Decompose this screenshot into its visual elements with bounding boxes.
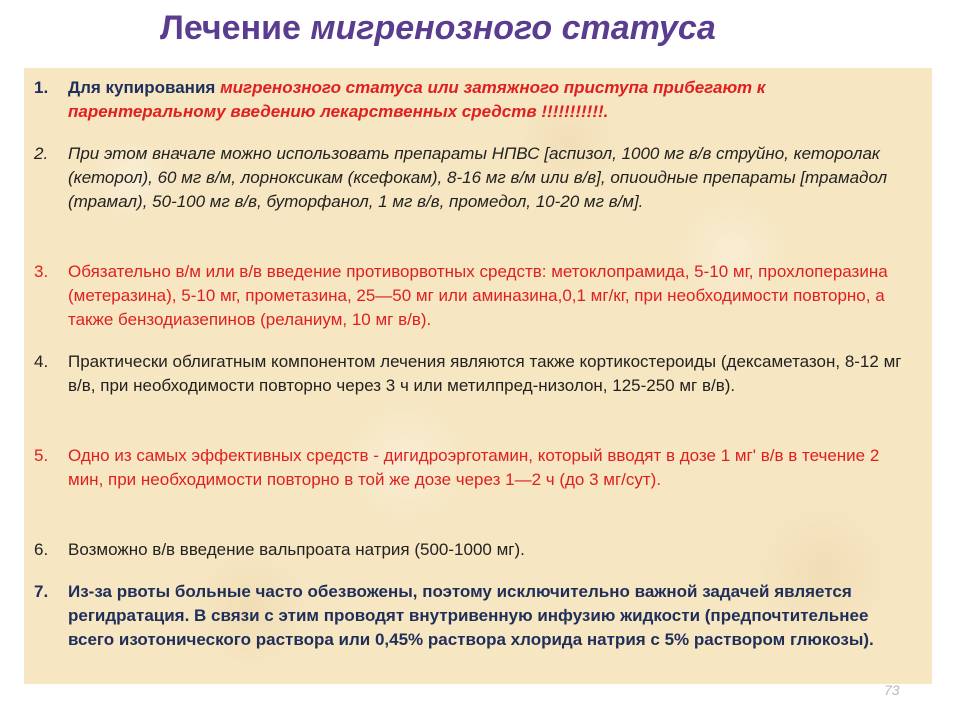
list-item-text: При этом вначале можно использовать препараты НПВС [аспизол, 1000 мг в/в струйно, кеторолак (кеторол), 60 мг в/м, лорноксикам (ксефокам), 8-16 мг в/м или в/в], опиоидные препараты [трамадол (трамал), 50-100 мг в/в, буторфанол, 1 мг в/в, промедол, 10-20 мг в/м].: [68, 144, 888, 211]
list-item-text: Обязательно в/м или в/в введение противорвотных средств: метоклопрамида, 5-10 мг, прохлоперазина (метеразина), 5-10 мг, прометазина, 25—50 мг или аминазина,0,1 мг/кг, при необходимости повторно, а также бензодиазепинов (реланиум, 10 мг в/в).: [68, 262, 888, 329]
slide-title-emphasis: мигренозного статуса: [310, 9, 716, 47]
list-item-number: 4.: [34, 352, 49, 371]
list-item-text: Возможно в/в введение вальпроата натрия (500-1000 мг).: [68, 540, 525, 559]
list-item-text: Одно из самых эффективных средств - дигидроэрготамин, который вводят в дозе 1 мг' в/в в течение 2 мин, при необходимости повторно в той же дозе через 1—2 ч (до 3 мг/сут).: [68, 446, 880, 489]
list-item-text: Из-за рвоты больные часто обезвожены, поэтому исключительно важной задачей является регидратация. В связи с этим проводят внутривенную инфузию жидкости (предпочтительнее всего изотонического раствора или 0,45% раствора хлорида натрия с 5% раствором глюкозы).: [68, 582, 874, 649]
list-item-number: 1.: [34, 78, 49, 97]
list-item-body: мигренозного статуса или затяжного приступа прибегают к парентеральному введению лекарственных средств !!!!!!!!!!!.: [68, 78, 766, 121]
list-item-text: Практически облигатным компонентом лечения являются также кортикостероиды (дексаметазон, 8-12 мг в/в, при необходимости повторно через 3 ч или метилпред-низолон, 125-250 мг в/в).: [68, 352, 902, 395]
list-item-number: 7.: [34, 582, 49, 601]
list-item-number: 2.: [34, 144, 49, 163]
list-item-number: 5.: [34, 446, 49, 465]
content-panel: [24, 68, 932, 684]
slide-title-plain: Лечение: [160, 9, 301, 47]
list-item-number: 6.: [34, 540, 49, 559]
slide-title: [160, 8, 860, 48]
page-number: 73: [884, 682, 900, 698]
list-item-lead: Для купирования: [68, 78, 216, 97]
list-item-text: [68, 76, 914, 124]
list-item-number: 3.: [34, 262, 49, 281]
